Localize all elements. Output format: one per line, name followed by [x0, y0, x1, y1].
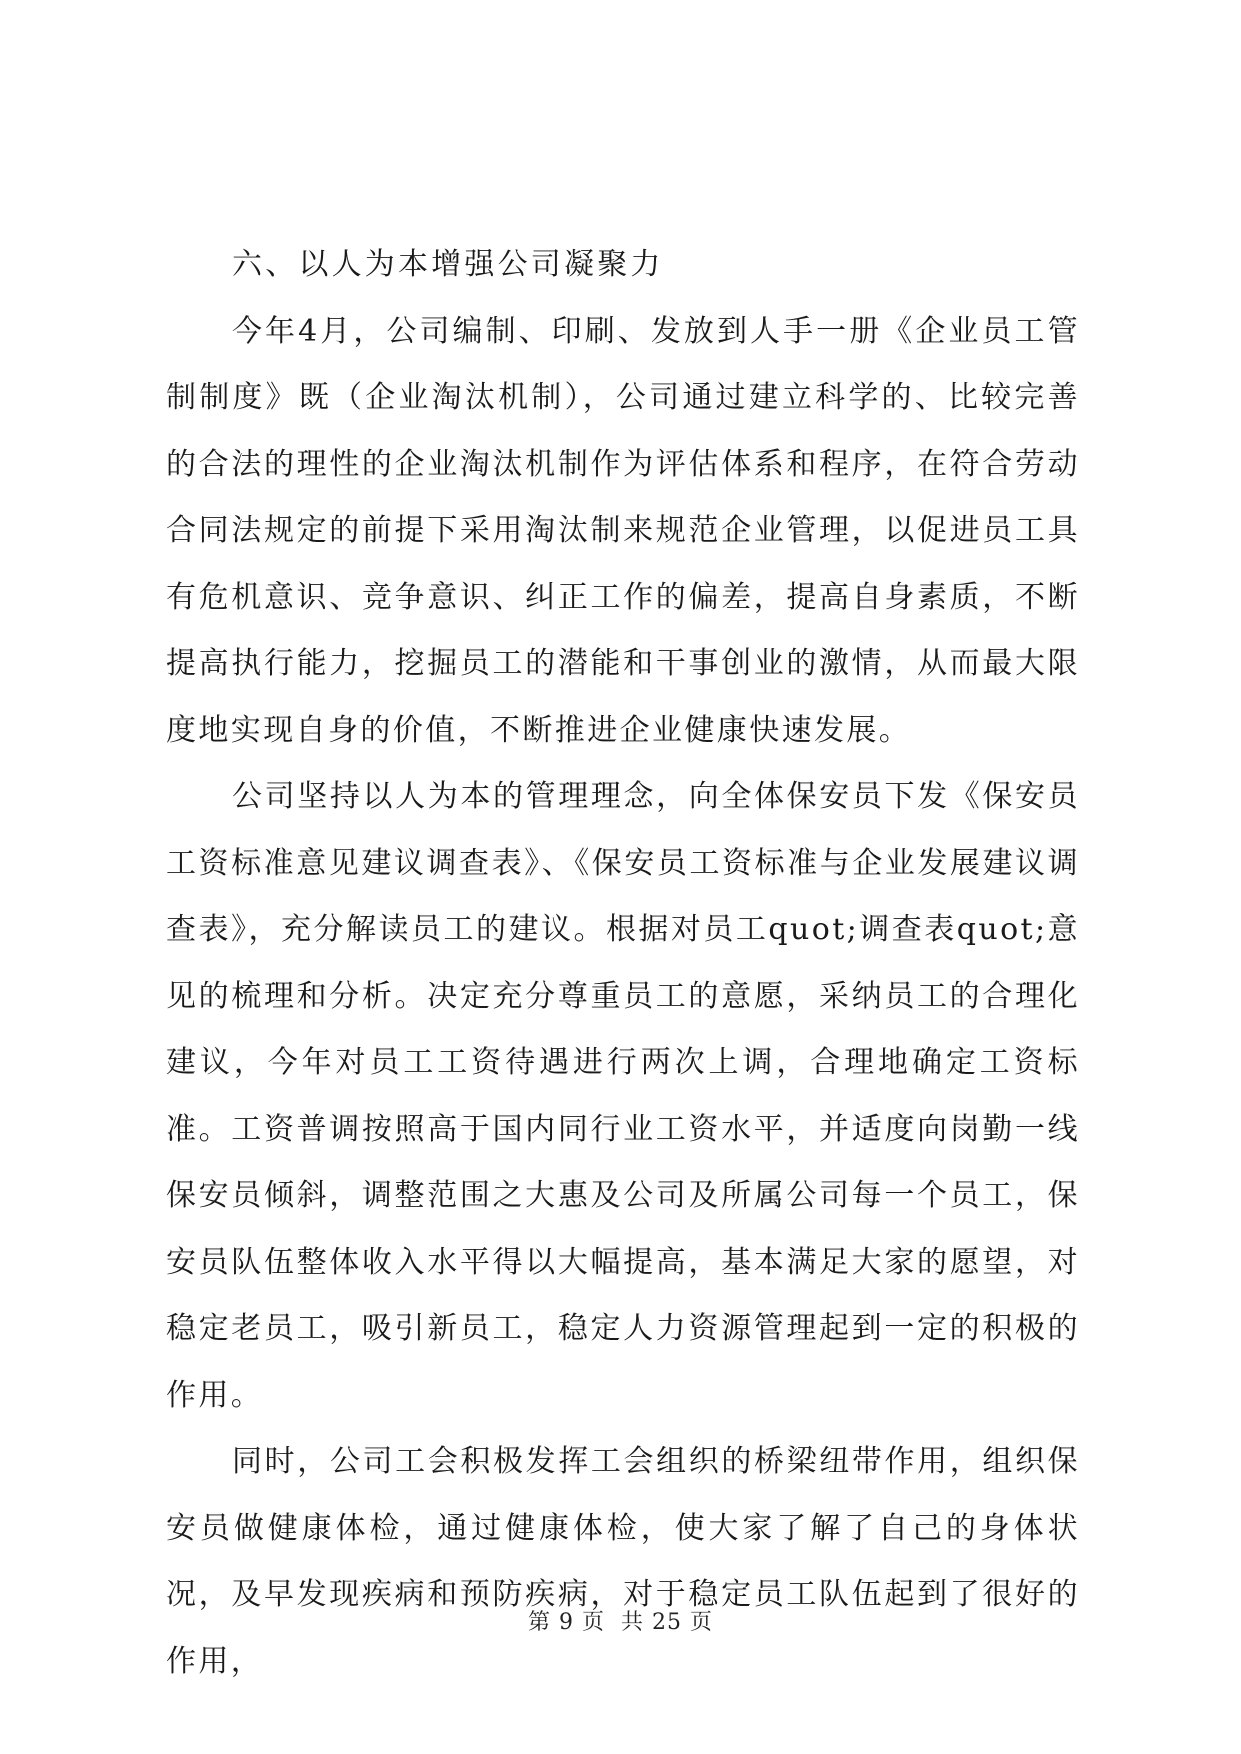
paragraph-2: 公司坚持以人为本的管理理念，向全体保安员下发《保安员工资标准意见建议调查表》、《保安员工资标准与企业发展建议调查表》，充分解读员工的建议。根据对员工quot;调查表quot;意见的梳理和分析。决定充分尊重员工的意愿，采纳员工的合理化建议，今年对员工工资待遇进行两次上调，合理地确定工资标准。工资普调按照高于国内同行业工资水平，并适度向岗勤一线保安员倾斜，调整范围之大惠及公司及所属公司每一个员工，保安员队伍整体收入水平得以大幅提高，基本满足大家的愿望，对稳定老员工，吸引新员工，稳定人力资源管理起到一定的积极的作用。 [166, 779, 1080, 1413]
paragraph-1: 今年4月，公司编制、印刷、发放到人手一册《企业员工管制制度》既（企业淘汰机制），公司通过建立科学的、比较完善的合法的理性的企业淘汰机制作为评估体系和程序，在符合劳动合同法规定的前提下采用淘汰制来规范企业管理，以促进员工具有危机意识、竞争意识、纠正工作的偏差，提高自身素质，不断提高执行能力，挖掘员工的潜能和干事创业的激情，从而最大限度地实现自身的价值，不断推进企业健康快速发展。 [166, 313, 1080, 748]
page-footer [0, 1605, 1241, 1636]
page-number: 第 9 页 共 25 页 [528, 1610, 713, 1635]
paragraph-3: 同时，公司工会积极发挥工会组织的桥梁纽带作用，组织保安员做健康体检，通过健康体检，使大家了解了自己的身体状况，及早发现疾病和预防疾病，对于稳定员工队伍起到了很好的作用， [166, 1444, 1080, 1679]
section-heading: 六、以人为本增强公司凝聚力 [232, 247, 664, 282]
document-body [166, 232, 1080, 1695]
